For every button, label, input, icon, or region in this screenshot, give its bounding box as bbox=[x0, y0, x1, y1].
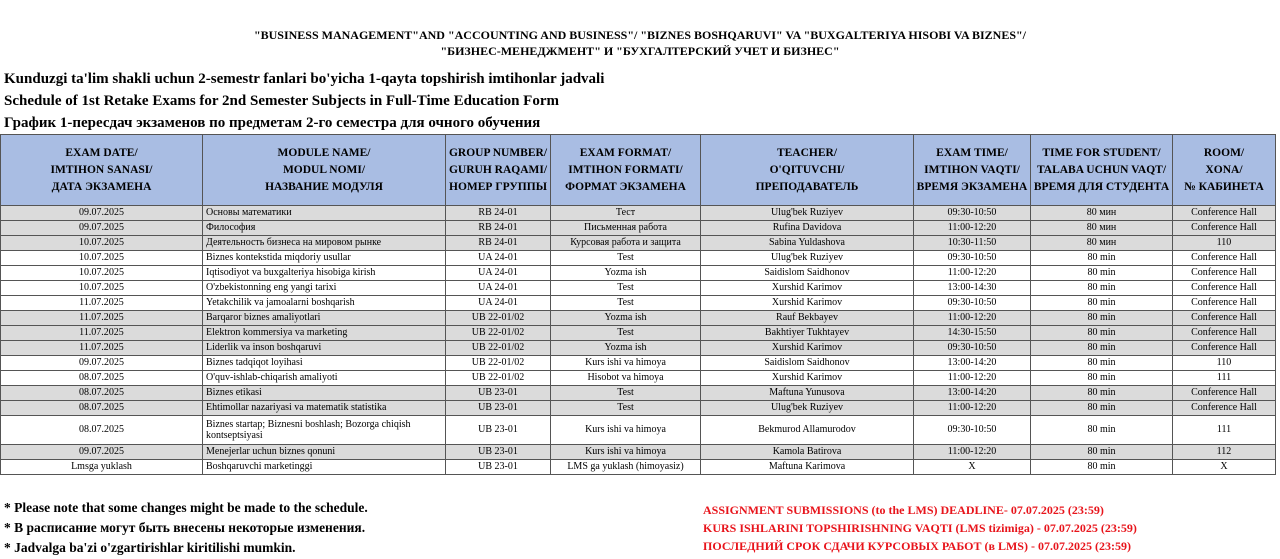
column-header-line: GURUH RAQAMI/ bbox=[448, 163, 548, 176]
table-row bbox=[1, 326, 1276, 341]
cell-time-for-student: 80 min bbox=[1031, 386, 1173, 401]
cell-group-number: UB 23-01 bbox=[446, 445, 551, 460]
note-uz: * Jadvalga ba'zi o'zgartirishlar kiritilishi mumkin. bbox=[4, 540, 296, 555]
table-row bbox=[1, 371, 1276, 386]
cell-room: Conference Hall bbox=[1173, 341, 1276, 356]
cell-exam-time: 09:30-10:50 bbox=[914, 296, 1031, 311]
cell-room: X bbox=[1173, 460, 1276, 475]
column-header-module-name bbox=[203, 135, 446, 206]
cell-module-name: Menejerlar uchun biznes qonuni bbox=[203, 445, 446, 460]
cell-exam-time: 10:30-11:50 bbox=[914, 236, 1031, 251]
cell-exam-date: 08.07.2025 bbox=[1, 416, 203, 445]
cell-room: 111 bbox=[1173, 371, 1276, 386]
cell-exam-format: Письменная работа bbox=[551, 221, 701, 236]
program-heading-line-2: "БИЗНЕС-МЕНЕДЖМЕНТ" И "БУХГАЛТЕРСКИЙ УЧЕТ И БИЗНЕС" bbox=[440, 44, 840, 58]
column-header-line: ВРЕМЯ ДЛЯ СТУДЕНТА bbox=[1033, 180, 1170, 193]
column-header-line: ВРЕМЯ ЭКЗАМЕНА bbox=[916, 180, 1028, 193]
column-header-exam-time bbox=[914, 135, 1031, 206]
deadline-uz bbox=[703, 520, 1137, 536]
cell-exam-time: 11:00-12:20 bbox=[914, 221, 1031, 236]
cell-teacher: Kamola Batirova bbox=[701, 445, 914, 460]
cell-exam-format: LMS ga yuklash (himoyasiz) bbox=[551, 460, 701, 475]
cell-time-for-student: 80 min bbox=[1031, 281, 1173, 296]
cell-exam-format: Test bbox=[551, 386, 701, 401]
cell-room: Conference Hall bbox=[1173, 386, 1276, 401]
column-header-line: ДАТА ЭКЗАМЕНА bbox=[51, 180, 152, 193]
cell-exam-time: X bbox=[914, 460, 1031, 475]
cell-exam-format: Yozma ish bbox=[551, 341, 701, 356]
cell-time-for-student: 80 min bbox=[1031, 296, 1173, 311]
table-row bbox=[1, 221, 1276, 236]
column-header-line: EXAM FORMAT/ bbox=[579, 146, 672, 159]
cell-exam-date: 08.07.2025 bbox=[1, 401, 203, 416]
cell-time-for-student: 80 min bbox=[1031, 445, 1173, 460]
cell-group-number: UB 22-01/02 bbox=[446, 326, 551, 341]
table-row bbox=[1, 416, 1276, 445]
column-header-line: TIME FOR STUDENT/ bbox=[1042, 146, 1161, 159]
cell-group-number: UA 24-01 bbox=[446, 296, 551, 311]
column-header-time-for-student bbox=[1031, 135, 1173, 206]
table-header-row bbox=[1, 135, 1276, 206]
deadline-label: ASSIGNMENT SUBMISSIONS (to the LMS) DEADLINE- bbox=[703, 503, 1008, 517]
cell-teacher: Xurshid Karimov bbox=[701, 341, 914, 356]
cell-room: 110 bbox=[1173, 356, 1276, 371]
cell-group-number: UB 23-01 bbox=[446, 416, 551, 445]
cell-exam-format: Yozma ish bbox=[551, 311, 701, 326]
column-header-line: IMTIHON VAQTI/ bbox=[924, 163, 1020, 176]
cell-room: Conference Hall bbox=[1173, 281, 1276, 296]
cell-module-name: Biznes etikasi bbox=[203, 386, 446, 401]
cell-module-name: Biznes tadqiqot loyihasi bbox=[203, 356, 446, 371]
cell-group-number: UA 24-01 bbox=[446, 251, 551, 266]
column-header-line: № КАБИНЕТА bbox=[1184, 180, 1264, 193]
table-row bbox=[1, 445, 1276, 460]
cell-module-name: Barqaror biznes amaliyotlari bbox=[203, 311, 446, 326]
cell-exam-date: 09.07.2025 bbox=[1, 356, 203, 371]
column-header-line: EXAM TIME/ bbox=[936, 146, 1008, 159]
table-row bbox=[1, 236, 1276, 251]
column-header-line: TALABA UCHUN VAQT/ bbox=[1036, 163, 1167, 176]
cell-module-name: O'quv-ishlab-chiqarish amaliyoti bbox=[203, 371, 446, 386]
cell-room: 110 bbox=[1173, 236, 1276, 251]
column-header-line: GROUP NUMBER/ bbox=[448, 146, 548, 159]
column-header-line: IMTIHON SANASI/ bbox=[50, 163, 153, 176]
table-row bbox=[1, 311, 1276, 326]
column-header-line: ФОРМАТ ЭКЗАМЕНА bbox=[565, 180, 686, 193]
cell-exam-time: 11:00-12:20 bbox=[914, 445, 1031, 460]
cell-room: 112 bbox=[1173, 445, 1276, 460]
column-header-room bbox=[1173, 135, 1276, 206]
cell-time-for-student: 80 min bbox=[1031, 401, 1173, 416]
cell-time-for-student: 80 мин bbox=[1031, 221, 1173, 236]
table-row bbox=[1, 341, 1276, 356]
deadline-en bbox=[703, 502, 1104, 518]
deadline-ru bbox=[703, 538, 1131, 554]
table-row bbox=[1, 386, 1276, 401]
cell-exam-format: Kurs ishi va himoya bbox=[551, 356, 701, 371]
exam-schedule-table bbox=[0, 134, 1276, 475]
cell-exam-date: 11.07.2025 bbox=[1, 326, 203, 341]
cell-exam-format: Hisobot va himoya bbox=[551, 371, 701, 386]
cell-exam-format: Тест bbox=[551, 206, 701, 221]
cell-exam-format: Kurs ishi va himoya bbox=[551, 416, 701, 445]
cell-group-number: UB 22-01/02 bbox=[446, 311, 551, 326]
cell-teacher: Maftuna Yunusova bbox=[701, 386, 914, 401]
cell-group-number: UB 23-01 bbox=[446, 460, 551, 475]
cell-exam-time: 13:00-14:20 bbox=[914, 386, 1031, 401]
cell-module-name: Деятельность бизнеса на мировом рынке bbox=[203, 236, 446, 251]
cell-module-name: Elektron kommersiya va marketing bbox=[203, 326, 446, 341]
cell-time-for-student: 80 min bbox=[1031, 251, 1173, 266]
cell-exam-date: 11.07.2025 bbox=[1, 296, 203, 311]
cell-exam-date: Lmsga yuklash bbox=[1, 460, 203, 475]
cell-exam-format: Test bbox=[551, 296, 701, 311]
cell-teacher: Maftuna Karimova bbox=[701, 460, 914, 475]
cell-teacher: Xurshid Karimov bbox=[701, 296, 914, 311]
cell-teacher: Ulug'bek Ruziyev bbox=[701, 251, 914, 266]
cell-exam-date: 09.07.2025 bbox=[1, 206, 203, 221]
cell-teacher: Xurshid Karimov bbox=[701, 281, 914, 296]
cell-teacher: Xurshid Karimov bbox=[701, 371, 914, 386]
cell-exam-time: 13:00-14:30 bbox=[914, 281, 1031, 296]
cell-room: Conference Hall bbox=[1173, 326, 1276, 341]
cell-module-name: Biznes startap; Biznesni boshlash; Bozorga chiqish kontseptsiyasi bbox=[203, 416, 446, 445]
cell-exam-format: Курсовая работа и защита bbox=[551, 236, 701, 251]
column-header-line: TEACHER/ bbox=[776, 146, 838, 159]
cell-time-for-student: 80 min bbox=[1031, 356, 1173, 371]
note-ru: * В расписание могут быть внесены некоторые изменения. bbox=[4, 520, 366, 535]
cell-time-for-student: 80 min bbox=[1031, 416, 1173, 445]
column-header-exam-format bbox=[551, 135, 701, 206]
deadline-label: KURS ISHLARINI TOPSHIRISHNING VAQTI (LMS tizimiga) - bbox=[703, 521, 1041, 535]
cell-teacher: Rufina Davidova bbox=[701, 221, 914, 236]
table-row bbox=[1, 251, 1276, 266]
table-body bbox=[1, 206, 1276, 475]
cell-teacher: Saidislom Saidhonov bbox=[701, 266, 914, 281]
cell-module-name: Основы математики bbox=[203, 206, 446, 221]
cell-exam-time: 09:30-10:50 bbox=[914, 251, 1031, 266]
cell-room: Conference Hall bbox=[1173, 296, 1276, 311]
cell-group-number: RB 24-01 bbox=[446, 206, 551, 221]
cell-time-for-student: 80 мин bbox=[1031, 206, 1173, 221]
cell-exam-format: Test bbox=[551, 281, 701, 296]
column-header-line: EXAM DATE/ bbox=[65, 146, 138, 159]
cell-module-name: Liderlik va inson boshqaruvi bbox=[203, 341, 446, 356]
deadline-label: ПОСЛЕДНИЙ СРОК СДАЧИ КУРСОВЫХ РАБОТ (в LMS) - bbox=[703, 539, 1035, 553]
cell-time-for-student: 80 min bbox=[1031, 460, 1173, 475]
cell-time-for-student: 80 min bbox=[1031, 341, 1173, 356]
cell-module-name: Ehtimollar nazariyasi va matematik statistika bbox=[203, 401, 446, 416]
cell-exam-date: 10.07.2025 bbox=[1, 266, 203, 281]
cell-exam-date: 09.07.2025 bbox=[1, 445, 203, 460]
deadline-date: 07.07.2025 (23:59) bbox=[1037, 539, 1131, 553]
table-row bbox=[1, 356, 1276, 371]
cell-teacher: Bakhtiyer Tukhtayev bbox=[701, 326, 914, 341]
cell-time-for-student: 80 мин bbox=[1031, 236, 1173, 251]
cell-teacher: Ulug'bek Ruziyev bbox=[701, 401, 914, 416]
cell-exam-date: 10.07.2025 bbox=[1, 236, 203, 251]
cell-exam-time: 11:00-12:20 bbox=[914, 371, 1031, 386]
title-ru: График 1-пересдач экзаменов по предметам 2-го семестра для очного обучения bbox=[4, 115, 541, 131]
program-heading-line-1: "BUSINESS MANAGEMENT"AND "ACCOUNTING AND BUSINESS"/ "BIZNES BOSHQARUVI" VA "BUXGALTERIYA HISOBI VA BIZNES"/ bbox=[253, 28, 1027, 42]
cell-group-number: RB 24-01 bbox=[446, 236, 551, 251]
cell-exam-date: 09.07.2025 bbox=[1, 221, 203, 236]
cell-exam-format: Kurs ishi va himoya bbox=[551, 445, 701, 460]
cell-time-for-student: 80 min bbox=[1031, 266, 1173, 281]
cell-module-name: O'zbekistonning eng yangi tarixi bbox=[203, 281, 446, 296]
table-row bbox=[1, 401, 1276, 416]
cell-teacher: Rauf Bekbayev bbox=[701, 311, 914, 326]
cell-module-name: Философия bbox=[203, 221, 446, 236]
cell-room: Conference Hall bbox=[1173, 401, 1276, 416]
cell-exam-time: 09:30-10:50 bbox=[914, 341, 1031, 356]
program-heading bbox=[0, 27, 1280, 59]
table-row bbox=[1, 206, 1276, 221]
cell-room: 111 bbox=[1173, 416, 1276, 445]
column-header-teacher bbox=[701, 135, 914, 206]
cell-exam-date: 10.07.2025 bbox=[1, 251, 203, 266]
cell-exam-time: 14:30-15:50 bbox=[914, 326, 1031, 341]
cell-group-number: UA 24-01 bbox=[446, 266, 551, 281]
cell-exam-format: Test bbox=[551, 401, 701, 416]
cell-exam-format: Test bbox=[551, 326, 701, 341]
cell-exam-date: 11.07.2025 bbox=[1, 341, 203, 356]
column-header-line: MODULE NAME/ bbox=[277, 146, 371, 159]
cell-exam-time: 11:00-12:20 bbox=[914, 311, 1031, 326]
cell-exam-time: 13:00-14:20 bbox=[914, 356, 1031, 371]
cell-group-number: UB 22-01/02 bbox=[446, 356, 551, 371]
cell-exam-date: 10.07.2025 bbox=[1, 281, 203, 296]
cell-module-name: Yetakchilik va jamoalarni boshqarish bbox=[203, 296, 446, 311]
cell-exam-time: 11:00-12:20 bbox=[914, 401, 1031, 416]
cell-exam-date: 08.07.2025 bbox=[1, 386, 203, 401]
cell-teacher: Ulug'bek Ruziyev bbox=[701, 206, 914, 221]
deadline-date: 07.07.2025 (23:59) bbox=[1010, 503, 1104, 517]
deadline-date: 07.07.2025 (23:59) bbox=[1043, 521, 1137, 535]
column-header-line: MODUL NOMI/ bbox=[282, 163, 366, 176]
column-header-exam-date bbox=[1, 135, 203, 206]
table-row bbox=[1, 296, 1276, 311]
cell-group-number: UB 23-01 bbox=[446, 401, 551, 416]
cell-group-number: UA 24-01 bbox=[446, 281, 551, 296]
cell-group-number: RB 24-01 bbox=[446, 221, 551, 236]
column-header-line: НАЗВАНИЕ МОДУЛЯ bbox=[265, 180, 383, 193]
cell-room: Conference Hall bbox=[1173, 311, 1276, 326]
title-uz: Kunduzgi ta'lim shakli uchun 2-semestr fanlari bo'yicha 1-qayta topshirish imtihonlar jadvali bbox=[4, 71, 605, 87]
cell-group-number: UB 22-01/02 bbox=[446, 371, 551, 386]
cell-exam-date: 11.07.2025 bbox=[1, 311, 203, 326]
table-row bbox=[1, 460, 1276, 475]
table-row bbox=[1, 266, 1276, 281]
cell-time-for-student: 80 min bbox=[1031, 371, 1173, 386]
cell-time-for-student: 80 min bbox=[1031, 326, 1173, 341]
title-en: Schedule of 1st Retake Exams for 2nd Semester Subjects in Full-Time Education Form bbox=[4, 93, 559, 109]
column-header-group-number bbox=[446, 135, 551, 206]
column-header-line: НОМЕР ГРУППЫ bbox=[449, 180, 547, 193]
table-row bbox=[1, 281, 1276, 296]
cell-room: Conference Hall bbox=[1173, 251, 1276, 266]
cell-room: Conference Hall bbox=[1173, 266, 1276, 281]
cell-exam-date: 08.07.2025 bbox=[1, 371, 203, 386]
cell-exam-time: 09:30-10:50 bbox=[914, 416, 1031, 445]
cell-teacher: Bekmurod Allamurodov bbox=[701, 416, 914, 445]
cell-module-name: Iqtisodiyot va buxgalteriya hisobiga kirish bbox=[203, 266, 446, 281]
column-header-line: ПРЕПОДАВАТЕЛЬ bbox=[755, 180, 859, 193]
cell-room: Conference Hall bbox=[1173, 221, 1276, 236]
cell-teacher: Saidislom Saidhonov bbox=[701, 356, 914, 371]
cell-module-name: Biznes kontekstida miqdoriy usullar bbox=[203, 251, 446, 266]
note-en: * Please note that some changes might be made to the schedule. bbox=[4, 500, 368, 515]
cell-teacher: Sabina Yuldashova bbox=[701, 236, 914, 251]
cell-group-number: UB 22-01/02 bbox=[446, 341, 551, 356]
cell-exam-format: Yozma ish bbox=[551, 266, 701, 281]
cell-group-number: UB 23-01 bbox=[446, 386, 551, 401]
column-header-line: ROOM/ bbox=[1203, 146, 1245, 159]
cell-exam-time: 09:30-10:50 bbox=[914, 206, 1031, 221]
cell-exam-format: Test bbox=[551, 251, 701, 266]
cell-room: Conference Hall bbox=[1173, 206, 1276, 221]
column-header-line: XONA/ bbox=[1205, 163, 1243, 176]
cell-exam-time: 11:00-12:20 bbox=[914, 266, 1031, 281]
cell-module-name: Boshqaruvchi marketinggi bbox=[203, 460, 446, 475]
column-header-line: IMTIHON FORMATI/ bbox=[568, 163, 683, 176]
column-header-line: O'QITUVCHI/ bbox=[769, 163, 845, 176]
cell-time-for-student: 80 min bbox=[1031, 311, 1173, 326]
